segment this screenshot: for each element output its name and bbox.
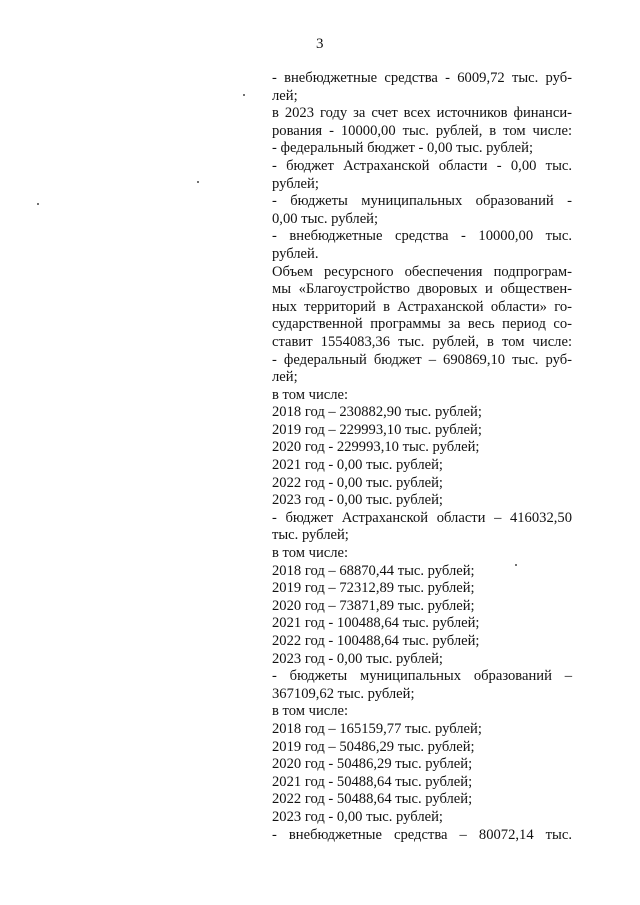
scan-speck: [243, 94, 245, 96]
text-line: - бюджет Астраханской области - 0,00 тыс.: [272, 157, 572, 174]
text-line: 2018 год – 165159,77 тыс. рублей;: [272, 720, 482, 737]
scan-speck: [37, 203, 39, 205]
text-line: лей;: [272, 87, 298, 104]
text-line: 2022 год - 50488,64 тыс. рублей;: [272, 791, 473, 808]
text-line: ставит 1554083,36 тыс. рублей, в том числе:: [272, 333, 572, 350]
text-line: сударственной программы за весь период со-: [272, 316, 572, 333]
text-line: мы «Благоустройство дворовых и обществен-: [272, 281, 572, 298]
text-line: - федеральный бюджет – 690869,10 тыс. руб-: [272, 351, 572, 368]
text-line: в том числе:: [272, 386, 349, 403]
text-line: 2020 год - 50486,29 тыс. рублей;: [272, 756, 473, 773]
text-line: - бюджет Астраханской области – 416032,50: [272, 509, 572, 526]
text-line: 2021 год - 100488,64 тыс. рублей;: [272, 615, 480, 632]
text-line: 2023 год - 0,00 тыс. рублей;: [272, 650, 443, 667]
text-line: 2022 год - 0,00 тыс. рублей;: [272, 474, 443, 491]
text-line: рублей.: [272, 245, 319, 262]
text-line: - федеральный бюджет - 0,00 тыс. рублей;: [272, 140, 534, 157]
document-body: [272, 70, 572, 844]
text-line: - бюджеты муниципальных образований -: [272, 193, 572, 210]
text-line: в том числе:: [272, 545, 349, 562]
text-line: - внебюджетные средства – 80072,14 тыс.: [272, 826, 572, 843]
page-number: 3: [316, 36, 324, 52]
text-line: 2018 год – 230882,90 тыс. рублей;: [272, 404, 482, 421]
text-line: 2020 год – 73871,89 тыс. рублей;: [272, 597, 475, 614]
text-line: рублей;: [272, 175, 319, 192]
text-line: тыс. рублей;: [272, 527, 349, 544]
text-line: 2019 год – 72312,89 тыс. рублей;: [272, 580, 475, 597]
text-line: в 2023 году за счет всех источников финанси-: [272, 105, 572, 122]
text-line: ных территорий в Астраханской области» го-: [272, 298, 572, 315]
text-line: 2021 год - 0,00 тыс. рублей;: [272, 457, 443, 474]
text-line: в том числе:: [272, 703, 349, 720]
text-line: 2021 год - 50488,64 тыс. рублей;: [272, 773, 473, 790]
text-line: Объем ресурсного обеспечения подпрограм-: [272, 263, 572, 280]
text-line: - внебюджетные средства - 10000,00 тыс.: [272, 228, 572, 245]
text-line: 0,00 тыс. рублей;: [272, 210, 379, 227]
scan-speck: [197, 181, 199, 183]
text-line: 2022 год - 100488,64 тыс. рублей;: [272, 633, 480, 649]
text-line: - внебюджетные средства - 6009,72 тыс. руб-: [272, 70, 572, 86]
text-line: 2023 год - 0,00 тыс. рублей;: [272, 808, 443, 825]
text-line: 367109,62 тыс. рублей;: [272, 685, 415, 702]
text-line: 2018 год – 68870,44 тыс. рублей;: [272, 562, 475, 579]
text-line: 2020 год - 229993,10 тыс. рублей;: [272, 439, 480, 456]
text-line: 2019 год – 229993,10 тыс. рублей;: [272, 421, 482, 438]
text-line: - бюджеты муниципальных образований –: [272, 668, 572, 685]
text-line: 2023 год - 0,00 тыс. рублей;: [272, 492, 443, 509]
text-line: 2019 год – 50486,29 тыс. рублей;: [272, 738, 475, 755]
text-line: лей;: [272, 369, 298, 386]
text-line: рования - 10000,00 тыс. рублей, в том числе:: [272, 122, 572, 139]
